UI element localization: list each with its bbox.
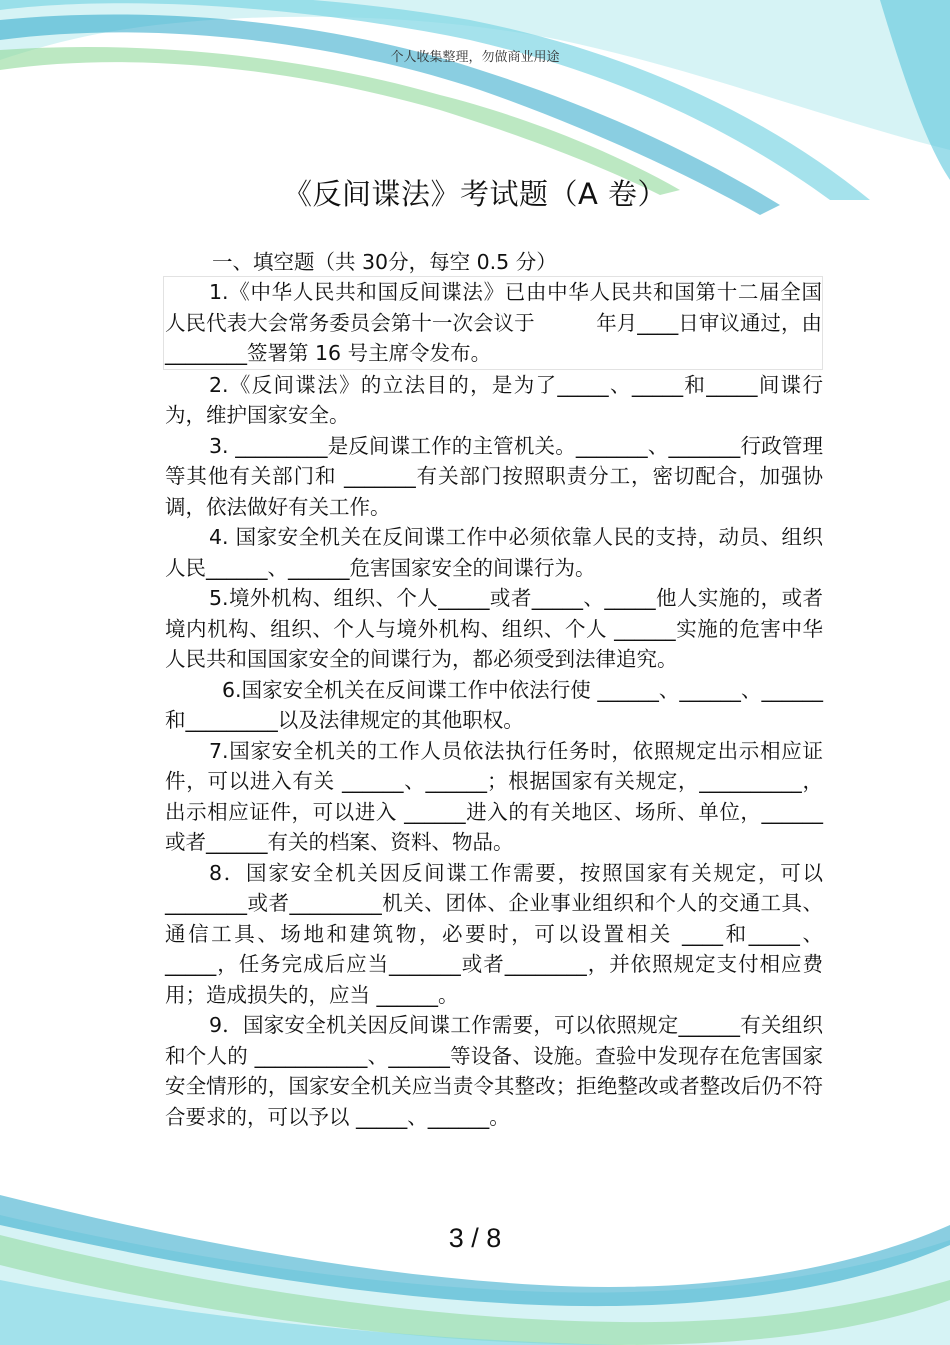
question-item: 3. _________是反间谍工作的主管机关。_______、_______行政管理等其他有关部门和 _______有关部门按照职责分工，密切配合，加强协调，依法做好有关工作。 [165, 433, 823, 519]
question-item: 4. 国家安全机关在反间谍工作中必须依靠人民的支持，动员、组织人民______、______危害国家安全的间谍行为。 [165, 525, 823, 580]
header-note: 个人收集整理，勿做商业用途 [390, 50, 560, 65]
question-item: 7.国家安全机关的工作人员依法执行任务时，依照规定出示相应证件，可以进入有关 ______、______；根据国家有关规定，__________，出示相应证件，可以进入 ______进入的有关地区、场所、单位，______或者______有关的档案、资料、物品。 [165, 738, 823, 854]
document-title: 《反间谍法》考试题（A 卷） [282, 177, 668, 211]
question-item: 5.境外机构、组织、个人_____或者_____、_____他人实施的，或者境内机构、组织、个人与境外机构、组织、个人 ______实施的危害中华人民共和国国家安全的间谍行为，都必须受到法律追究。 [165, 586, 823, 671]
question-item: 1.《中华人民共和国反间谍法》已由中华人民共和国第十二届全国人民代表大会常务委员会第十一次会议于 年月____日审议通过，由 ________签署第 16 号主席令发布。 [163, 276, 823, 370]
section-heading: 一、填空题（共 30分，每空 0.5 分） [212, 250, 557, 274]
question-item: 2.《反间谍法》的立法目的，是为了_____、_____和_____间谍行为，维护国家安全。 [165, 372, 823, 427]
question-item: 9．国家安全机关因反间谍工作需要，可以依照规定______有关组织和个人的 ___________、______等设备、设施。查验中发现存在危害国家安全情形的，国家安全机关应当责令其整改；拒绝整改或者整改后仍不符合要求的，可以予以 _____、______。 [165, 1013, 823, 1129]
page-number: 3 / 8 [448, 1223, 502, 1253]
question-item: 8．国家安全机关因反间谍工作需要，按照国家有关规定，可以________或者_________机关、团体、企业事业组织和个人的交通工具、通信工具、场地和建筑物，必要时，可以设置相关 ____和_____、_____，任务完成后应当_______或者________，并依照规定支付相应费用；造成损失的，应当 ______。 [165, 860, 823, 1007]
question-item: 6.国家安全机关在反间谍工作中依法行使 ______、______、______和_________以及法律规定的其他职权。 [165, 677, 823, 732]
question-list [165, 276, 823, 1132]
